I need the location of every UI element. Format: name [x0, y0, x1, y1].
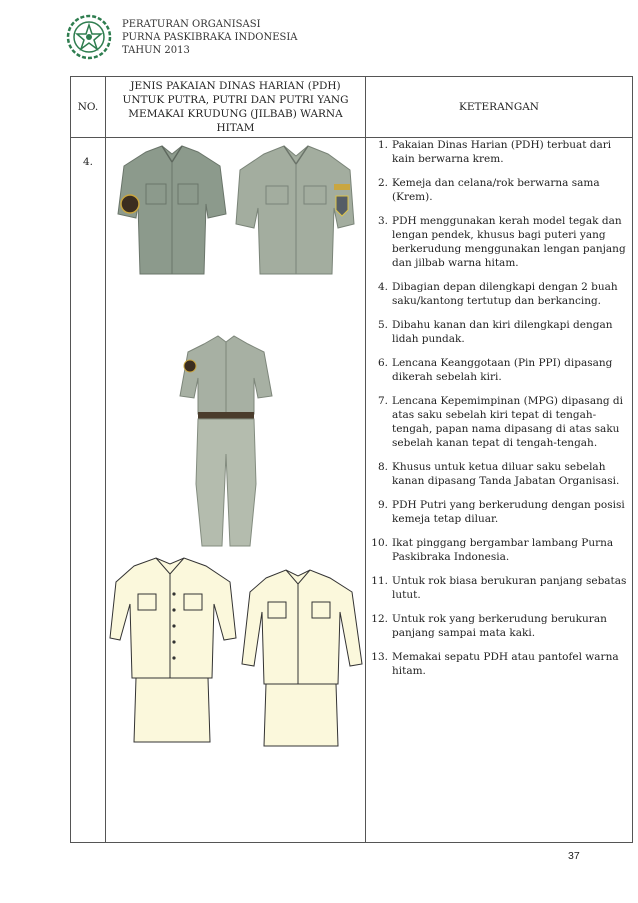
- ppi-logo-icon: [66, 14, 112, 60]
- keterangan-item-text: Memakai sepatu PDH atau pantofel warna hitam.: [392, 651, 619, 677]
- keterangan-item-text: PDH Putri yang berkerudung dengan posisi kemeja tetap diluar.: [392, 499, 625, 525]
- keterangan-item-text: Khusus untuk ketua diluar saku sebelah kanan dipasang Tanda Jabatan Organisasi.: [392, 461, 620, 487]
- keterangan-item-number: 8.: [377, 461, 388, 473]
- keterangan-item: [368, 280, 628, 308]
- keterangan-item: [368, 460, 628, 488]
- keterangan-item-number: 6.: [377, 357, 388, 369]
- keterangan-item-text: Dibahu kanan dan kiri dilengkapi dengan lidah pundak.: [392, 319, 613, 345]
- page-header: [66, 12, 586, 64]
- keterangan-item-text: Untuk rok biasa berukuran panjang sebatas lutut.: [392, 575, 627, 601]
- keterangan-item-number: 1.: [377, 139, 388, 151]
- shirt-photo-front: [116, 144, 228, 276]
- keterangan-item: [368, 536, 628, 564]
- keterangan-item-text: Ikat pinggang bergambar lambang Purna Paskibraka Indonesia.: [392, 537, 614, 563]
- row-number: 4.: [71, 138, 106, 843]
- keterangan-item-number: 4.: [377, 281, 388, 293]
- org-line-3: TAHUN 2013: [122, 45, 190, 56]
- keterangan-item: [368, 394, 628, 450]
- keterangan-item: [368, 138, 628, 166]
- keterangan-item-text: Untuk rok yang berkerudung berukuran panjang sampai mata kaki.: [392, 613, 607, 639]
- org-line-1: PERATURAN ORGANISASI: [122, 19, 261, 30]
- keterangan-item-number: 7.: [377, 395, 388, 407]
- keterangan-item: [368, 176, 628, 204]
- keterangan-item-number: 10.: [371, 537, 388, 549]
- keterangan-item-number: 11.: [371, 575, 388, 587]
- keterangan-item: [368, 612, 628, 640]
- sketch-putri: [108, 554, 238, 744]
- keterangan-item-text: Dibagian depan dilengkapi dengan 2 buah saku/kantong tertutup dan berkancing.: [392, 281, 618, 307]
- keterangan-list: [368, 138, 628, 678]
- uniform-images-cell: [106, 138, 366, 843]
- keterangan-item-number: 12.: [371, 613, 388, 625]
- keterangan-item: [368, 356, 628, 384]
- page-number: 37: [568, 850, 580, 862]
- keterangan-item-number: 2.: [377, 177, 388, 189]
- keterangan-item: [368, 498, 628, 526]
- keterangan-item-number: 5.: [377, 319, 388, 331]
- keterangan-cell: [366, 138, 633, 843]
- keterangan-item: [368, 214, 628, 270]
- keterangan-item: [368, 650, 628, 678]
- keterangan-item-number: 9.: [377, 499, 388, 511]
- org-line-2: PURNA PASKIBRAKA INDONESIA: [122, 32, 298, 43]
- keterangan-item-number: 3.: [377, 215, 388, 227]
- shirt-photo-back: [234, 144, 356, 276]
- table-row: [71, 138, 633, 843]
- uniform-table: [70, 76, 633, 843]
- keterangan-item: [368, 318, 628, 346]
- keterangan-item: [368, 574, 628, 602]
- keterangan-item-number: 13.: [371, 651, 388, 663]
- org-title-block: [122, 18, 298, 57]
- keterangan-item-text: PDH menggunakan kerah model tegak dan lengan pendek, khusus bagi puteri yang berkerudung menggunakan lengan panjang dan jilbab warna hitam.: [392, 215, 626, 269]
- table-header-row: [71, 77, 633, 138]
- col-header-jenis: JENIS PAKAIAN DINAS HARIAN (PDH) UNTUK PUTRA, PUTRI DAN PUTRI YANG MEMAKAI KRUDUNG (JILBAB) WARNA HITAM: [106, 77, 366, 138]
- sketch-putri-berkerudung: [240, 568, 364, 748]
- col-header-no: NO.: [71, 77, 106, 138]
- col-header-keterangan: KETERANGAN: [366, 77, 633, 138]
- keterangan-item-text: Pakaian Dinas Harian (PDH) terbuat dari kain berwarna krem.: [392, 139, 612, 165]
- keterangan-item-text: Kemeja dan celana/rok berwarna sama (Krem).: [392, 177, 600, 203]
- keterangan-item-text: Lencana Keanggotaan (Pin PPI) dipasang dikerah sebelah kiri.: [392, 357, 613, 383]
- full-uniform-photo: [176, 334, 276, 550]
- keterangan-item-text: Lencana Kepemimpinan (MPG) dipasang di atas saku sebelah kiri tepat di tengah-tengah, papan nama dipasang di atas saku sebelah kanan tepat di tengah-tengah.: [392, 395, 623, 449]
